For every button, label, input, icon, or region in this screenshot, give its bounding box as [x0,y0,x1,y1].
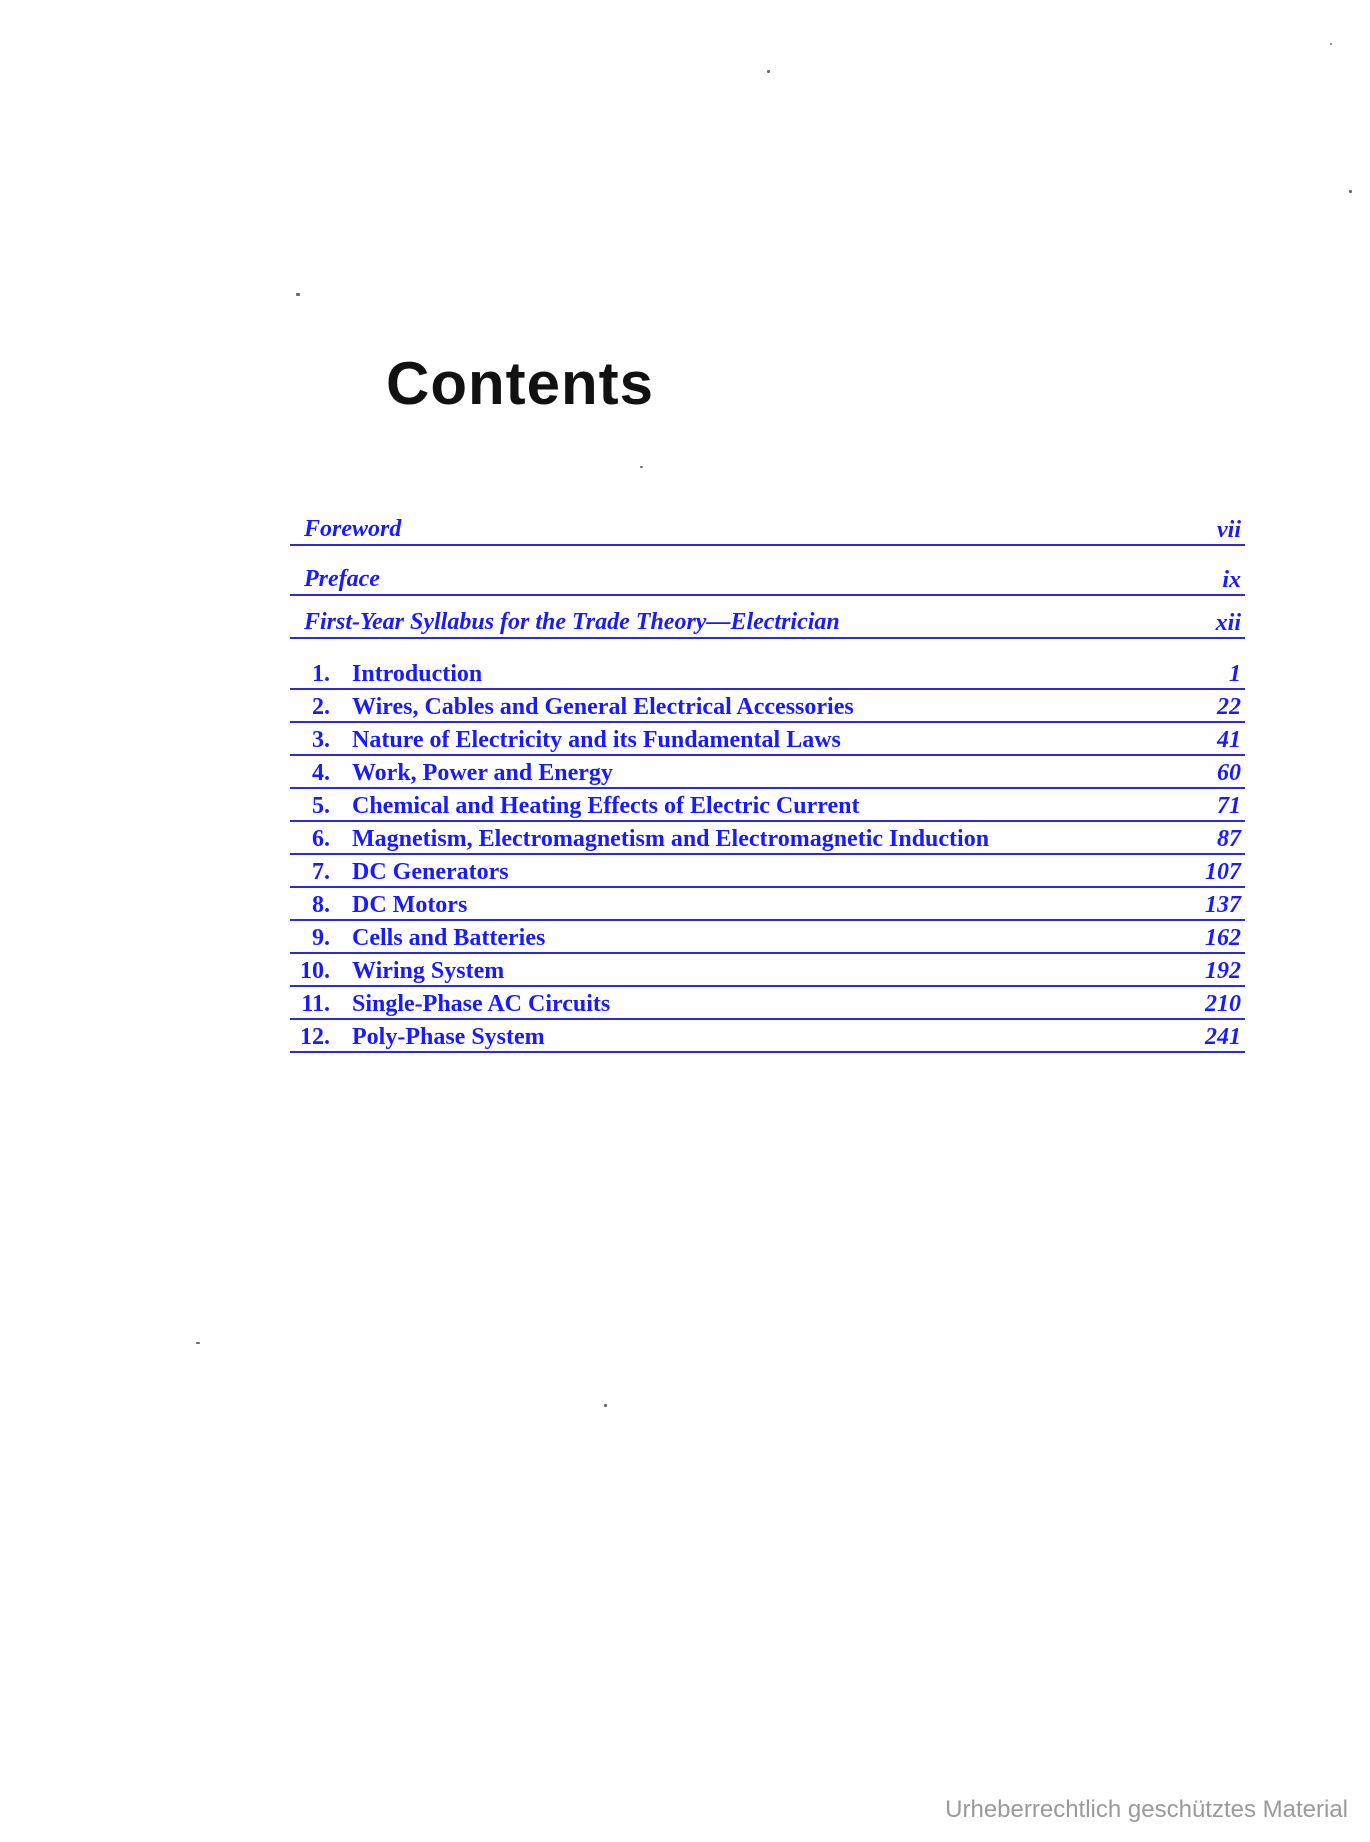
toc-link-chapter-4[interactable] [290,759,1245,789]
toc-entry-title: Foreword [304,516,402,542]
toc-page-number: ix [1222,567,1241,593]
chapter-title: Chemical and Heating Effects of Electric Current [352,793,860,819]
toc-entry-title: First-Year Syllabus for the Trade Theory—Electrician [304,609,840,635]
chapter-title: DC Generators [352,859,509,885]
toc-page-number: 137 [1205,892,1241,918]
toc-link-syllabus[interactable] [290,603,1245,639]
chapter-title: Wires, Cables and General Electrical Accessories [352,694,854,720]
toc-page-number: 241 [1205,1024,1241,1050]
scan-speck [767,70,770,73]
scan-speck [640,466,643,468]
toc-link-chapter-9[interactable] [290,924,1245,954]
chapter-number: 11. [301,991,330,1017]
toc-page-number: 107 [1205,859,1241,885]
toc-page-number: 60 [1217,760,1241,786]
toc-page-number: 210 [1205,991,1241,1017]
toc-link-chapter-2[interactable] [290,693,1245,723]
chapter-title: Nature of Electricity and its Fundamental Laws [352,727,841,753]
toc-link-chapter-10[interactable] [290,957,1245,987]
copyright-watermark: Urheberrechtlich geschütztes Material [945,1796,1348,1823]
chapter-title: Cells and Batteries [352,925,546,951]
table-of-contents [290,0,1245,1842]
toc-link-foreword[interactable] [290,510,1245,546]
toc-link-preface[interactable] [290,560,1245,596]
toc-link-chapter-8[interactable] [290,891,1245,921]
scan-speck [296,293,300,296]
scan-speck [604,1404,607,1407]
toc-entry-title: Preface [304,566,380,592]
chapter-title: Poly-Phase System [352,1024,545,1050]
scan-speck [1349,190,1352,193]
chapter-number: 3. [312,727,330,753]
toc-page-number: xii [1215,610,1241,636]
toc-link-chapter-11[interactable] [290,990,1245,1020]
toc-page-number: 1 [1229,661,1241,687]
chapter-title: Single-Phase AC Circuits [352,991,611,1017]
toc-link-chapter-6[interactable] [290,825,1245,855]
chapter-number: 8. [312,892,330,918]
toc-page-number: vii [1217,517,1241,543]
chapter-number: 9. [312,925,330,951]
toc-page-number: 71 [1217,793,1241,819]
chapter-number: 5. [312,793,330,819]
chapter-number: 7. [312,859,330,885]
chapter-number: 6. [312,826,330,852]
toc-page-number: 87 [1217,826,1241,852]
chapter-title: Magnetism, Electromagnetism and Electromagnetic Induction [352,826,990,852]
toc-page-number: 41 [1217,727,1241,753]
chapter-title: Work, Power and Energy [352,760,613,786]
toc-link-chapter-3[interactable] [290,726,1245,756]
toc-link-chapter-5[interactable] [290,792,1245,822]
toc-link-chapter-12[interactable] [290,1023,1245,1053]
chapter-number: 1. [312,661,330,687]
scan-speck [1330,43,1332,45]
scan-speck [196,1342,200,1344]
chapter-number: 2. [312,694,330,720]
chapter-number: 10. [300,958,330,984]
page-title: Contents [386,350,654,417]
chapter-title: DC Motors [352,892,468,918]
toc-page-number: 22 [1217,694,1241,720]
chapter-number: 4. [312,760,330,786]
toc-page-number: 192 [1205,958,1241,984]
chapter-title: Wiring System [352,958,505,984]
chapter-title: Introduction [352,661,483,687]
toc-link-chapter-7[interactable] [290,858,1245,888]
toc-link-chapter-1[interactable] [290,660,1245,690]
toc-page-number: 162 [1205,925,1241,951]
chapter-number: 12. [300,1024,330,1050]
